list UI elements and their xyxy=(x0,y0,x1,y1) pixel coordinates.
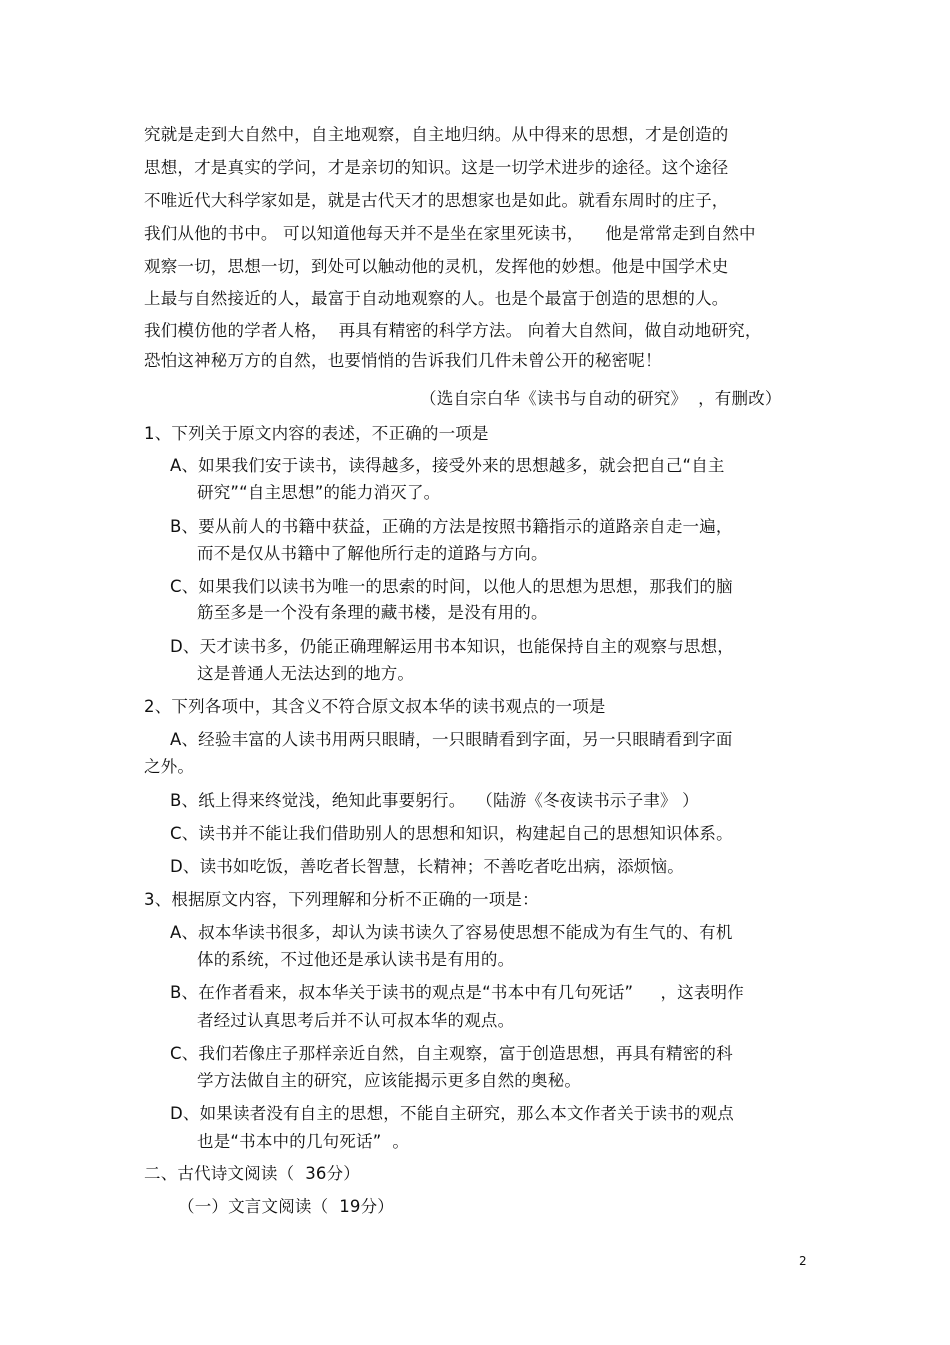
option-d-line1: D、读书如吃饭，善吃者长智慧，长精神；不善吃者吃出病，添烦恼。 xyxy=(170,857,684,876)
section-heading: 二、古代诗文阅读（ 36分） xyxy=(144,1164,360,1183)
question-stem: 2、下列各项中，其含义不符合原文叔本华的读书观点的一项是 xyxy=(144,697,606,716)
passage-source: （选自宗白华《读书与自动的研究》 ，有删改） xyxy=(420,389,782,408)
passage-line: 究就是走到大自然中，自主地观察，自主地归纳。从中得来的思想，才是创造的 xyxy=(144,125,729,144)
option-c-line1: C、我们若像庄子那样亲近自然，自主观察，富于创造思想，再具有精密的科 xyxy=(170,1044,733,1063)
option-c-line1: C、如果我们以读书为唯一的思索的时间，以他人的思想为思想，那我们的脑 xyxy=(170,577,733,596)
question-stem: 1、下列关于原文内容的表述，不正确的一项是 xyxy=(144,424,489,443)
option-c-line2: 学方法做自主的研究，应该能揭示更多自然的奥秘。 xyxy=(197,1071,582,1090)
option-a-line2: 之外。 xyxy=(144,757,195,776)
option-d-line2: 也是“书本中的几句死话” 。 xyxy=(197,1132,410,1151)
passage-line: 我们从他的书中。 可以知道他每天并不是坐在家里死读书， 他是常常走到自然中 xyxy=(144,224,756,243)
passage-line: 不唯近代大科学家如是，就是古代天才的思想家也是如此。就看东周时的庄子， xyxy=(144,191,729,210)
option-d-line1: D、天才读书多，仍能正确理解运用书本知识，也能保持自主的观察与思想， xyxy=(170,637,735,656)
option-d-line1: D、如果读者没有自主的思想，不能自主研究，那么本文作者关于读书的观点 xyxy=(170,1104,735,1123)
option-b-line1: B、在作者看来，叔本华关于读书的观点是“书本中有几句死话” ，这表明作 xyxy=(170,983,744,1002)
option-a-line2: 研究”“自主思想”的能力消灭了。 xyxy=(197,483,441,502)
option-b-line2: 而不是仅从书籍中了解他所行走的道路与方向。 xyxy=(197,544,548,563)
option-a-line2: 体的系统，不过他还是承认读书是有用的。 xyxy=(197,950,515,969)
passage-line: 恐怕这神秘万方的自然，也要悄悄的告诉我们几件未曾公开的秘密呢！ xyxy=(144,351,662,370)
option-a-line1: A、经验丰富的人读书用两只眼睛，一只眼睛看到字面，另一只眼睛看到字面 xyxy=(170,730,733,749)
option-c-line2: 筋至多是一个没有条理的藏书楼，是没有用的。 xyxy=(197,603,548,622)
option-b-line2: 者经过认真思考后并不认可叔本华的观点。 xyxy=(197,1011,515,1030)
question-stem: 3、根据原文内容，下列理解和分析不正确的一项是： xyxy=(144,890,539,909)
option-c-line1: C、读书并不能让我们借助别人的思想和知识，构建起自己的思想知识体系。 xyxy=(170,824,733,843)
option-a-line1: A、叔本华读书很多，却认为读书读久了容易使思想不能成为有生气的、有机 xyxy=(170,923,733,942)
passage-line: 我们模仿他的学者人格， 再具有精密的科学方法。 向着大自然间，做自动地研究， xyxy=(144,321,762,340)
option-b-line1: B、要从前人的书籍中获益，正确的方法是按照书籍指示的道路亲自走一遍， xyxy=(170,517,733,536)
option-b-line1: B、纸上得来终觉浅，绝知此事要躬行。 （陆游《冬夜读书示子聿》 ） xyxy=(170,791,699,810)
passage-line: 上最与自然接近的人，最富于自动地观察的人。也是个最富于创造的思想的人。 xyxy=(144,289,729,308)
section-subheading: （一）文言文阅读（ 19分） xyxy=(178,1197,394,1216)
passage-line: 观察一切，思想一切，到处可以触动他的灵机，发挥他的妙想。他是中国学术史 xyxy=(144,257,729,276)
page-number: 2 xyxy=(799,1254,807,1268)
passage-line: 思想，才是真实的学问，才是亲切的知识。这是一切学术进步的途径。这个途径 xyxy=(144,158,729,177)
option-d-line2: 这是普通人无法达到的地方。 xyxy=(197,664,415,683)
option-a-line1: A、如果我们安于读书，读得越多，接受外来的思想越多，就会把自己“自主 xyxy=(170,456,725,475)
